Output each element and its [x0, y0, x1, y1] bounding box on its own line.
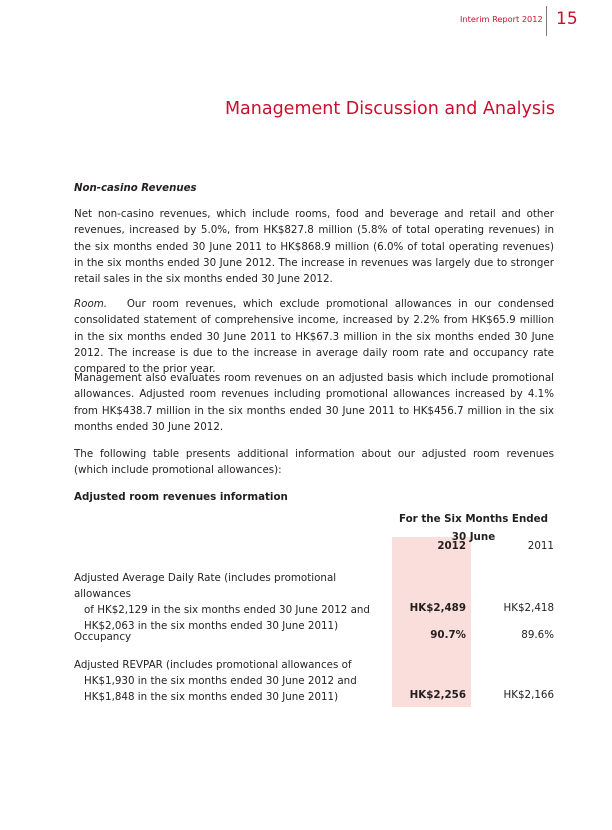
room-text: Our room revenues, which exclude promotional allowances in our condensed consolidated statement of comprehensive income, increased by 2.2% from HK$65.9 million in the six months ended 30 June 2011 to HK$67.3 million in the six months ended 30 June 2012. The increase is due to the increase in average daily room rate and occupancy rate compared to the prior year.	[74, 298, 554, 376]
table-row-label	[74, 570, 384, 634]
table-title: Adjusted room revenues information	[74, 491, 288, 503]
row-label-line: HK$1,848 in the six months ended 30 June 2011)	[84, 691, 339, 703]
row-label-line: Adjusted Average Daily Rate (includes promotional allowances	[74, 572, 337, 600]
page-title: Management Discussion and Analysis	[224, 99, 555, 119]
room-lead-in: Room.	[74, 298, 108, 310]
table-cell-2012: HK$2,489	[409, 602, 466, 614]
page-number: 15	[556, 9, 578, 29]
table-row-label	[74, 629, 384, 645]
table-cell-2012: HK$2,256	[409, 689, 466, 701]
table-cell-2011: HK$2,418	[503, 602, 554, 614]
paragraph-adjusted: Management also evaluates room revenues on an adjusted basis which include promotional allowances. Adjusted room revenues including promotional allowances increased by 4.1% from HK$438.7 million in the six months ended 30 June 2011 to HK$456.7 million in the six months ended 30 June 2012.	[74, 372, 554, 433]
column-group-header-line1: For the Six Months Ended	[398, 513, 549, 525]
row-label-line: HK$1,930 in the six months ended 30 June 2012 and	[84, 675, 357, 687]
row-label-line: of HK$2,129 in the six months ended 30 June 2012 and	[84, 604, 370, 616]
row-label-line: Occupancy	[74, 631, 132, 643]
column-header-2012: 2012	[437, 540, 466, 552]
current-year-highlight	[392, 537, 471, 707]
report-name: Interim Report 2012	[460, 14, 543, 24]
table-cell-2011: 89.6%	[521, 629, 554, 641]
paragraph-table-intro: The following table presents additional information about our adjusted room revenues (which include promotional allowances):	[74, 448, 554, 477]
row-label-line: Adjusted REVPAR (includes promotional allowances of	[74, 659, 352, 671]
paragraph-room	[74, 296, 554, 377]
table-cell-2011: HK$2,166	[503, 689, 554, 701]
header-divider	[546, 6, 547, 36]
table-row-label	[74, 657, 384, 705]
row-label-line: HK$2,063 in the six months ended 30 June 2011)	[84, 620, 339, 632]
column-group-header-line2: 30 June	[451, 531, 496, 543]
paragraph-non-casino: Net non-casino revenues, which include rooms, food and beverage and retail and other revenues, increased by 5.0%, from HK$827.8 million (5.8% of total operating revenues) in the six months ended 30 June 2011 to HK$868.9 million (6.0% of total operating revenues) in the six months ended 30 June 2012. The increase in revenues was largely due to stronger retail sales in the six months ended 30 June 2012.	[74, 208, 554, 286]
column-header-2011: 2011	[527, 540, 554, 552]
section-heading: Non-casino Revenues	[74, 183, 197, 194]
table-cell-2012: 90.7%	[430, 629, 466, 641]
